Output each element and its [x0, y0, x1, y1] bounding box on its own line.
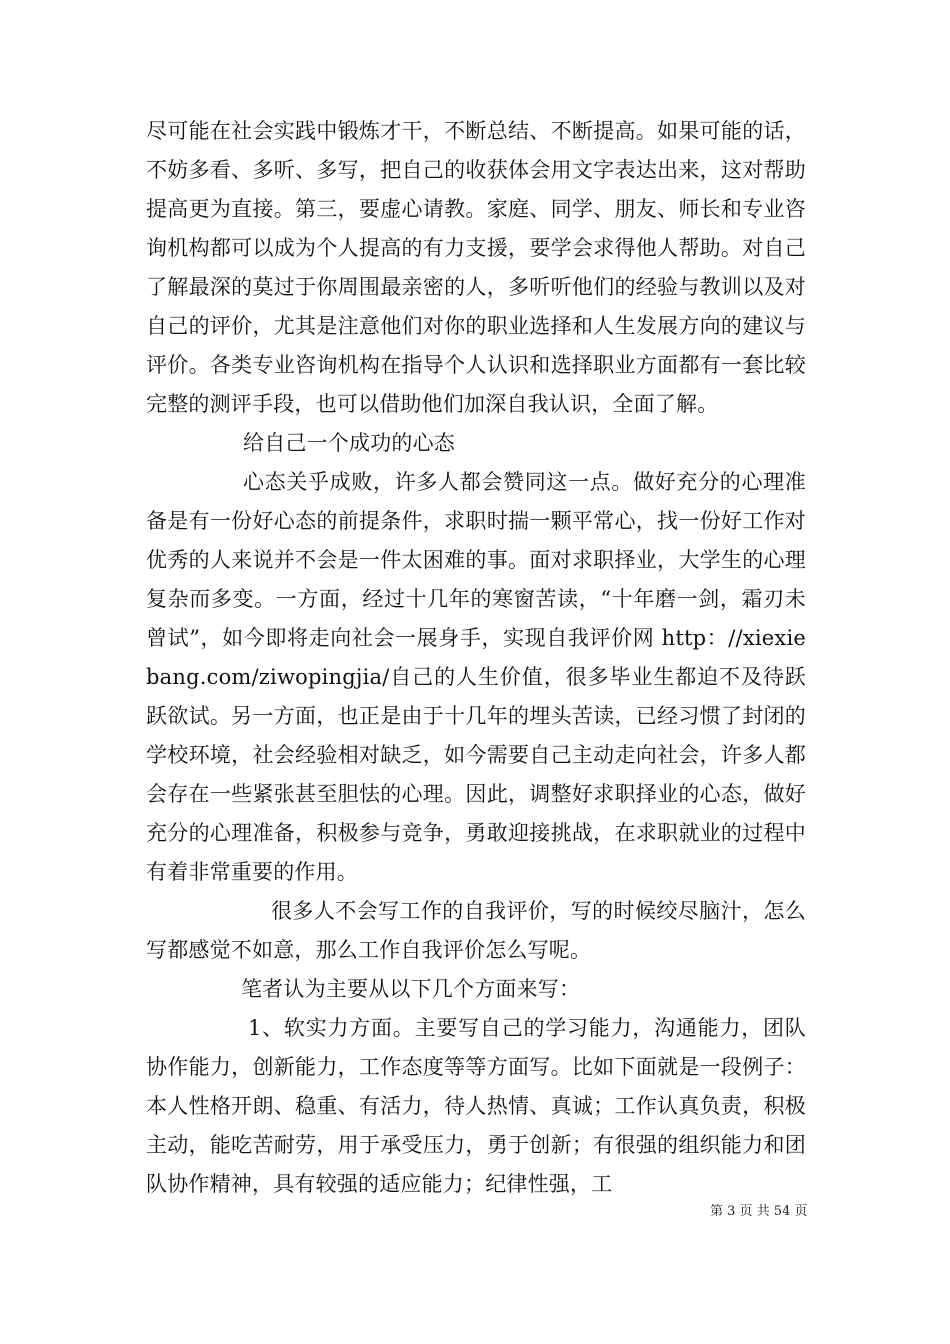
paragraph-self-improvement: 尽可能在社会实践中锻炼才干，不断总结、不断提高。如果可能的话，不妨多看、多听、多写，把自己的收获体会用文字表达出来，这对帮助提高更为直接。第三，要虚心请教。家庭、同学、朋友、师长和专业咨询机构都可以成为个人提高的有力支援，要学会求得他人帮助。对自己了解最深的莫过于你周围最亲密的人，多听听他们的经验与教训以及对自己的评价，尤其是注意他们对你的职业选择和人生发展方向的建议与评价。各类专业咨询机构在指导个人认识和选择职业方面都有一套比较完整的测评手段，也可以借助他们加深自我认识，全面了解。	[146, 119, 806, 416]
paragraph-soft-skills: 1、软实力方面。主要写自己的学习能力，沟通能力，团队协作能力，创新能力，工作态度等等方面写。比如下面就是一段例子：本人性格开朗、稳重、有活力，待人热情、真诚；工作认真负责，积极主动，能吃苦耐劳，用于承受压力，勇于创新；有很强的组织能力和团队协作精神，具有较强的适应能力；纪律性强，工	[146, 1016, 806, 1196]
document-body	[146, 112, 806, 1204]
paragraph-self-evaluation-intro: 很多人不会写工作的自我评价，写的时候绞尽脑汁，怎么写都感觉不如意，那么工作自我评价怎么写呢。	[146, 899, 806, 962]
section-heading-mindset: 给自己一个成功的心态	[243, 431, 455, 455]
page-number-footer: 第 3 页 共 54 页	[710, 1204, 808, 1219]
paragraph-mindset: 心态关乎成败，许多人都会赞同这一点。做好充分的心理准备是有一份好心态的前提条件，求职时揣一颗平常心，找一份好工作对优秀的人来说并不会是一件太困难的事。面对求职择业，大学生的心理复杂而多变。一方面，经过十几年的寒窗苦读，“十年磨一剑，霜刃未曾试”，如今即将走向社会一展身手，实现自我评价网 http：//xiexiebang.com/ziwopingjia/自己的人生价值，很多毕业生都迫不及待跃跃欲试。另一方面，也正是由于十几年的埋头苦读，已经习惯了封闭的学校环境，社会经验相对缺乏，如今需要自己主动走向社会，许多人都会存在一些紧张甚至胆怯的心理。因此，调整好求职择业的心态，做好充分的心理准备，积极参与竞争，勇敢迎接挑战，在求职就业的过程中有着非常重要的作用。	[146, 470, 806, 884]
paragraph-aspects-intro: 笔者认为主要从以下几个方面来写：	[241, 977, 581, 1001]
